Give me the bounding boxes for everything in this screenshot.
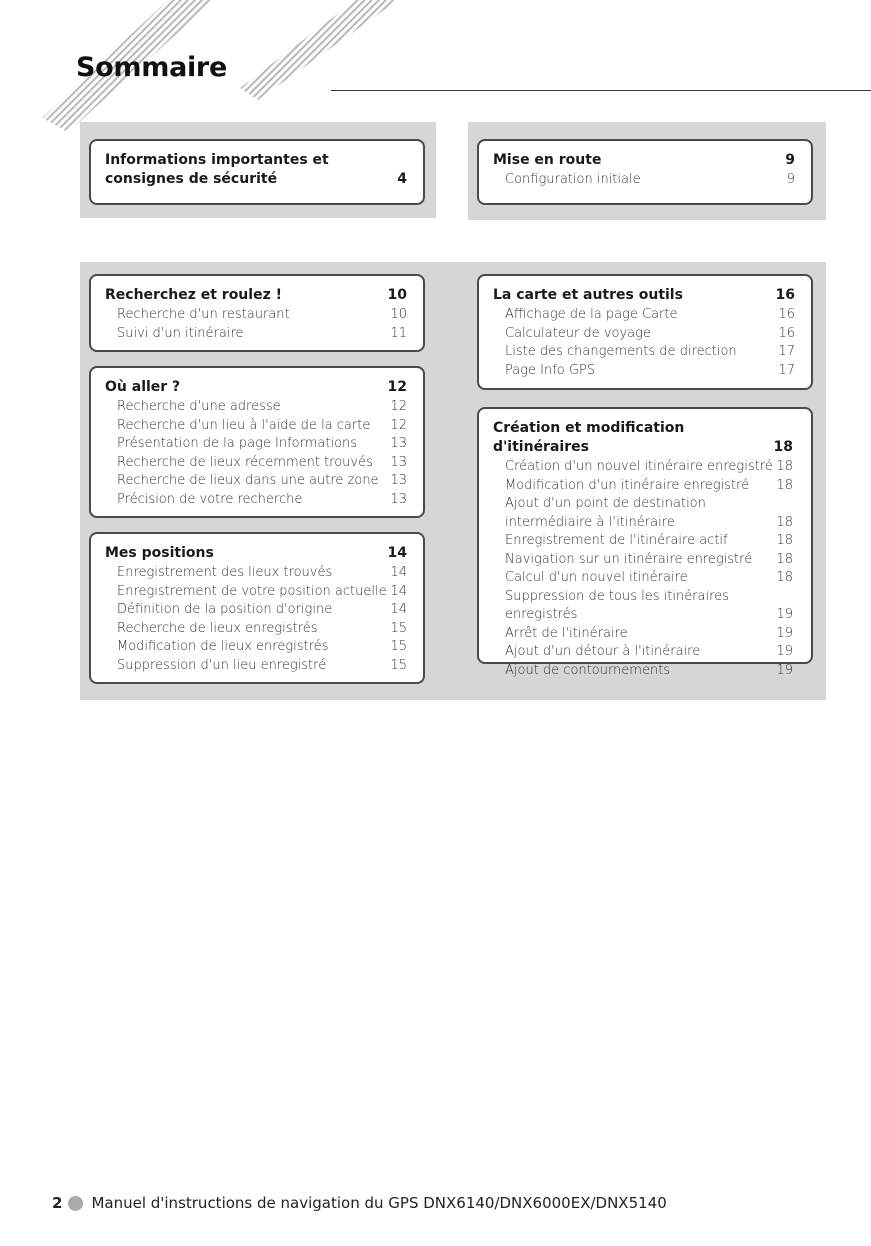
toc-entry[interactable]: [493, 588, 793, 625]
toc-entry-title[interactable]: Ajout d'un point de destination intermédiaire à l’itinéraire: [505, 496, 706, 530]
toc-section-carte[interactable]: [477, 274, 813, 390]
toc-entry-title[interactable]: Recherche de lieux récemment trouvés: [117, 454, 373, 470]
toc-entry[interactable]: [105, 491, 407, 510]
toc-entry-page: 13: [390, 454, 407, 470]
toc-entry-page: 18: [776, 551, 793, 567]
toc-entry-title[interactable]: Recherche de lieux dans une autre zone: [117, 473, 379, 488]
section-page: 10: [387, 287, 407, 303]
toc-entry-page: 19: [776, 662, 793, 678]
toc-entry[interactable]: [493, 643, 793, 662]
toc-entry[interactable]: [493, 625, 793, 644]
toc-entry[interactable]: [493, 662, 793, 681]
toc-entry-page: 14: [390, 583, 407, 599]
toc-entry-title[interactable]: Configuration initiale: [505, 172, 641, 187]
toc-entry-title[interactable]: Navigation sur un itinéraire enregistré: [505, 551, 753, 567]
toc-entry[interactable]: [493, 171, 795, 190]
toc-entry-title[interactable]: Calcul d'un nouvel itinéraire: [505, 570, 688, 585]
section-heading: [105, 544, 407, 563]
toc-entry-title[interactable]: Affichage de la page Carte: [505, 307, 678, 322]
section-title[interactable]: La carte et autres outils: [493, 287, 683, 303]
entry-list: [105, 306, 407, 343]
toc-entry-page: 19: [776, 607, 793, 622]
toc-entry[interactable]: [105, 472, 407, 491]
toc-entry-title[interactable]: Précision de votre recherche: [117, 491, 303, 507]
toc-entry-page: 18: [776, 570, 793, 585]
section-heading: [105, 151, 407, 189]
toc-entry-page: 15: [390, 639, 407, 654]
section-heading: [105, 378, 407, 397]
toc-entry-page: 18: [776, 514, 793, 530]
toc-entry-title[interactable]: Suppression de tous les itinéraires enregistrés: [505, 588, 729, 622]
section-heading: [105, 286, 407, 305]
toc-entry[interactable]: [105, 564, 407, 583]
toc-entry[interactable]: [105, 454, 407, 473]
toc-entry-title[interactable]: Ajout d'un détour à l'itinéraire: [505, 644, 701, 659]
toc-entry-title[interactable]: Modification d'un itinéraire enregistré: [505, 477, 750, 493]
entry-list: [493, 171, 795, 190]
section-heading: [493, 286, 795, 305]
toc-entry-page: 13: [390, 436, 407, 451]
toc-entry[interactable]: [493, 495, 793, 532]
section-title[interactable]: Informations importantes et consignes de sécurité: [105, 152, 329, 187]
section-title[interactable]: Où aller ?: [105, 379, 181, 395]
toc-entry[interactable]: [493, 343, 795, 362]
toc-entry-title[interactable]: Recherche d'un lieu à l'aide de la carte: [117, 417, 371, 433]
toc-entry-page: 14: [390, 565, 407, 580]
toc-entry-title[interactable]: Liste des changements de direction: [505, 344, 737, 359]
toc-entry[interactable]: [493, 477, 793, 496]
toc-entry[interactable]: [493, 551, 793, 570]
toc-entry-title[interactable]: Recherche d'un restaurant: [117, 307, 290, 322]
section-page: 12: [387, 379, 407, 395]
page-footer: [52, 1194, 667, 1212]
toc-entry[interactable]: [105, 325, 407, 344]
toc-entry-title[interactable]: Enregistrement de l'itinéraire actif: [505, 533, 728, 548]
toc-entry-page: 17: [778, 344, 795, 359]
toc-entry[interactable]: [105, 620, 407, 639]
page-number: 2: [52, 1194, 63, 1212]
toc-entry[interactable]: [105, 417, 407, 436]
toc-entry-page: 19: [776, 625, 793, 641]
section-title[interactable]: Création et modification d'itinéraires: [493, 420, 685, 455]
toc-entry[interactable]: [105, 657, 407, 676]
toc-entry[interactable]: [493, 306, 795, 325]
toc-entry-title[interactable]: Page Info GPS: [505, 362, 596, 378]
toc-section-ou-aller[interactable]: [89, 366, 425, 518]
toc-entry-page: 12: [390, 399, 407, 414]
toc-entry-page: 12: [390, 417, 407, 433]
toc-entry-title[interactable]: Recherche de lieux enregistrés: [117, 620, 318, 636]
toc-entry-title[interactable]: Définition de la position d'origine: [117, 602, 333, 617]
toc-entry[interactable]: [105, 601, 407, 620]
toc-section-mise-en-route[interactable]: [477, 139, 813, 205]
toc-entry-title[interactable]: Enregistrement de votre position actuelle: [117, 583, 387, 599]
toc-section-securite[interactable]: [89, 139, 425, 205]
toc-entry-page: 11: [390, 325, 407, 341]
toc-entry-page: 18: [776, 459, 793, 474]
toc-entry-title[interactable]: Enregistrement des lieux trouvés: [117, 565, 333, 580]
section-page: 14: [387, 545, 407, 561]
toc-entry[interactable]: [105, 435, 407, 454]
toc-entry-page: 16: [778, 325, 795, 341]
toc-entry-page: 18: [776, 477, 793, 493]
section-page: 18: [773, 439, 793, 455]
section-title[interactable]: Mes positions: [105, 545, 214, 561]
section-title[interactable]: Mise en route: [493, 152, 602, 168]
toc-entry-page: 13: [390, 473, 407, 488]
toc-entry-title[interactable]: Recherche d'une adresse: [117, 399, 281, 414]
toc-entry-page: 13: [390, 491, 407, 507]
toc-entry[interactable]: [493, 532, 793, 551]
toc-entry[interactable]: [105, 398, 407, 417]
toc-entry-page: 19: [776, 644, 793, 659]
toc-entry-page: 16: [778, 307, 795, 322]
toc-entry-title[interactable]: Suppression d'un lieu enregistré: [117, 657, 327, 673]
toc-entry-page: 10: [390, 307, 407, 322]
toc-section-itineraires[interactable]: [477, 407, 813, 678]
circle-bullet-icon: [68, 1196, 83, 1211]
toc-entry-page: 9: [786, 172, 795, 187]
toc-entry-title[interactable]: Ajout de contournements: [505, 662, 671, 678]
footer-text: Manuel d'instructions de navigation du GPS DNX6140/DNX6000EX/DNX5140: [91, 1194, 667, 1212]
section-page: 4: [397, 171, 407, 187]
toc-section-recherchez[interactable]: [89, 274, 425, 352]
toc-entry[interactable]: [493, 569, 793, 588]
toc-entry-title[interactable]: Suivi d'un itinéraire: [117, 325, 244, 341]
toc-entry-title[interactable]: Arrêt de l'itinéraire: [505, 625, 628, 641]
toc-entry-page: 17: [778, 362, 795, 378]
entry-list: [105, 398, 407, 509]
section-page: 9: [785, 152, 795, 168]
toc-entry-page: 14: [390, 602, 407, 617]
toc-entry-page: 15: [390, 620, 407, 636]
toc-entry-page: 18: [776, 533, 793, 548]
entry-list: [493, 458, 793, 680]
toc-entry[interactable]: [105, 583, 407, 602]
title-rule: [331, 90, 871, 91]
section-heading: [493, 151, 795, 170]
toc-entry[interactable]: [493, 325, 795, 344]
toc-entry-title[interactable]: Calculateur de voyage: [505, 325, 651, 341]
toc-entry[interactable]: [493, 362, 795, 381]
toc-entry-title[interactable]: Modification de lieux enregistrés: [117, 639, 329, 654]
toc-entry[interactable]: [493, 458, 793, 477]
entry-list: [493, 306, 795, 380]
toc-entry-title[interactable]: Présentation de la page Informations: [117, 436, 358, 451]
toc-entry-title[interactable]: Création d'un nouvel itinéraire enregistré: [505, 459, 773, 474]
page-title: Sommaire: [76, 52, 227, 83]
toc-entry[interactable]: [105, 306, 407, 325]
section-title[interactable]: Recherchez et roulez !: [105, 287, 282, 303]
toc-section-mes-positions[interactable]: [89, 532, 425, 684]
section-page: 16: [775, 287, 795, 303]
entry-list: [105, 564, 407, 675]
toc-entry[interactable]: [105, 638, 407, 657]
section-heading: [493, 419, 793, 457]
toc-entry-page: 15: [390, 657, 407, 673]
